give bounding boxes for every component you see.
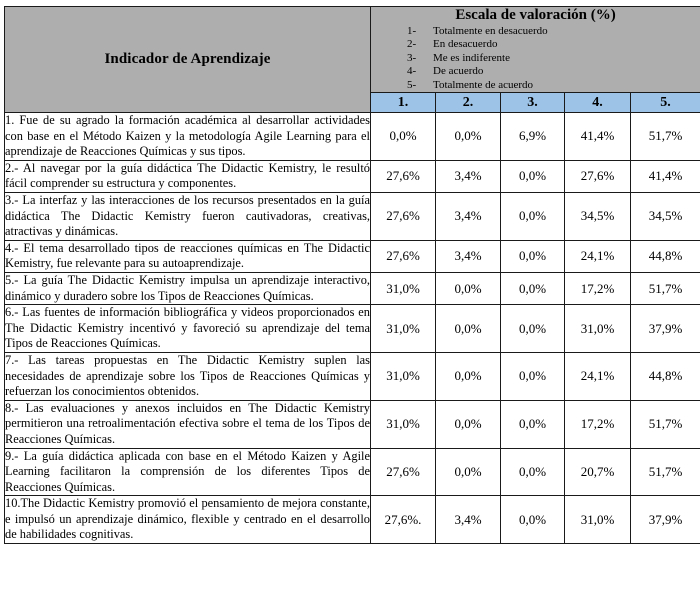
value-cell-4: 41,4%	[565, 113, 631, 161]
scale-legend-number: 3-	[407, 51, 417, 64]
scale-legend-label: Totalmente en desacuerdo	[433, 25, 548, 37]
value-cell-4: 27,6%	[565, 160, 631, 192]
value-cell-2: 0,0%	[436, 305, 501, 353]
indicator-text: 5.- La guía The Didactic Kemistry impulsa un aprendizaje interactivo, dinámico y duradero sobre los Tipos de Reacciones Químicas.	[5, 272, 371, 304]
value-cell-3: 0,0%	[501, 352, 565, 400]
scale-legend-number: 2-	[407, 38, 417, 51]
value-cell-1: 27,6%	[371, 193, 436, 241]
indicator-text: 10.The Didactic Kemistry promovió el pensamiento de mejora constante, e impulsó un aprendizaje dinámico, flexible y centrado en el desarrollo de habilidades cognitivas.	[5, 496, 371, 544]
value-cell-3: 6,9%	[501, 113, 565, 161]
value-cell-5: 51,7%	[631, 272, 700, 304]
value-cell-1: 31,0%	[371, 352, 436, 400]
value-cell-2: 3,4%	[436, 240, 501, 272]
value-cell-5: 34,5%	[631, 193, 700, 241]
survey-results-table	[4, 6, 700, 544]
scale-legend-label: Me es indiferente	[433, 51, 510, 64]
value-cell-3: 0,0%	[501, 496, 565, 544]
value-cell-1: 27,6%	[371, 240, 436, 272]
indicator-text: 9.- La guía didáctica aplicada con base en el Método Kaizen y Agile Learning facilitaron la comprensión de los diferentes Tipos de Reacciones Químicas.	[5, 448, 371, 496]
value-cell-4: 31,0%	[565, 496, 631, 544]
table-row	[5, 352, 700, 400]
column-header-2: 2.	[436, 93, 501, 113]
value-cell-5: 51,7%	[631, 400, 700, 448]
value-cell-2: 3,4%	[436, 193, 501, 241]
indicator-text: 6.- Las fuentes de información bibliográfica y videos proporcionados en The Didactic Kemistry incentivó y favoreció su aprendizaje del tema Tipos de Reacciones Químicas.	[5, 305, 371, 353]
indicator-text: 4.- El tema desarrollado tipos de reacciones químicas en The Didactic Kemistry, fue relevante para su autoaprendizaje.	[5, 240, 371, 272]
value-cell-5: 37,9%	[631, 496, 700, 544]
column-header-5: 5.	[631, 93, 700, 113]
scale-legend-item	[371, 79, 700, 92]
table-row	[5, 113, 700, 161]
header-scale-cell	[371, 7, 700, 93]
scale-legend-label: Totalmente de acuerdo	[433, 78, 534, 91]
indicator-text: 7.- Las tareas propuestas en The Didactic Kemistry suplen las necesidades de aprendizaje sobre los Tipos de Reacciones Químicas y refuerzan los conocimientos obtenidos.	[5, 352, 371, 400]
value-cell-2: 0,0%	[436, 400, 501, 448]
value-cell-3: 0,0%	[501, 193, 565, 241]
value-cell-5: 41,4%	[631, 160, 700, 192]
value-cell-3: 0,0%	[501, 160, 565, 192]
value-cell-4: 24,1%	[565, 352, 631, 400]
value-cell-4: 24,1%	[565, 240, 631, 272]
scale-legend-label: De acuerdo	[433, 65, 484, 78]
value-cell-3: 0,0%	[501, 305, 565, 353]
header-row-main	[5, 7, 700, 93]
value-cell-1: 31,0%	[371, 305, 436, 353]
table-row	[5, 496, 700, 544]
value-cell-3: 0,0%	[501, 448, 565, 496]
value-cell-1: 31,0%	[371, 400, 436, 448]
value-cell-1: 0,0%	[371, 113, 436, 161]
scale-legend-item	[371, 38, 700, 51]
column-header-4: 4.	[565, 93, 631, 113]
value-cell-1: 27,6%	[371, 448, 436, 496]
value-cell-4: 20,7%	[565, 448, 631, 496]
scale-title: Escala de valoración (%)	[455, 7, 616, 23]
table-row	[5, 305, 700, 353]
value-cell-5: 44,8%	[631, 352, 700, 400]
indicator-text: 8.- Las evaluaciones y anexos incluidos en The Didactic Kemistry permitieron una retroalimentación efectiva sobre el tema de los Tipos de Reacciones Químicas.	[5, 400, 371, 448]
value-cell-3: 0,0%	[501, 400, 565, 448]
scale-legend-number: 4-	[407, 65, 417, 78]
value-cell-4: 17,2%	[565, 272, 631, 304]
scale-legend-label: En desacuerdo	[433, 38, 498, 51]
value-cell-2: 0,0%	[436, 352, 501, 400]
value-cell-1: 27,6%	[371, 160, 436, 192]
scale-legend-item	[371, 65, 700, 78]
table-row	[5, 240, 700, 272]
table-row	[5, 272, 700, 304]
value-cell-5: 37,9%	[631, 305, 700, 353]
value-cell-5: 51,7%	[631, 113, 700, 161]
table-row	[5, 400, 700, 448]
value-cell-1: 27,6%.	[371, 496, 436, 544]
value-cell-3: 0,0%	[501, 272, 565, 304]
table-body	[5, 113, 700, 544]
value-cell-2: 0,0%	[436, 113, 501, 161]
scale-legend-list	[371, 25, 700, 92]
value-cell-2: 0,0%	[436, 448, 501, 496]
header-indicator-cell: Indicador de Aprendizaje	[5, 7, 371, 113]
table-header	[5, 7, 700, 113]
value-cell-5: 44,8%	[631, 240, 700, 272]
value-cell-5: 51,7%	[631, 448, 700, 496]
value-cell-4: 17,2%	[565, 400, 631, 448]
value-cell-3: 0,0%	[501, 240, 565, 272]
value-cell-4: 31,0%	[565, 305, 631, 353]
value-cell-2: 3,4%	[436, 496, 501, 544]
scale-legend-item	[371, 25, 700, 38]
indicator-text: 2.- Al navegar por la guía didáctica The Didactic Kemistry, le resultó fácil comprender su estructura y componentes.	[5, 160, 371, 192]
table-row	[5, 448, 700, 496]
scale-legend-item	[371, 52, 700, 65]
table-row	[5, 160, 700, 192]
table-row	[5, 193, 700, 241]
column-header-3: 3.	[501, 93, 565, 113]
value-cell-2: 3,4%	[436, 160, 501, 192]
indicator-text: 1. Fue de su agrado la formación académica al desarrollar actividades con base en el Método Kaizen y la metodología Agile Learning para el aprendizaje de Reacciones Químicas y sus tipos.	[5, 113, 371, 161]
scale-legend-number: 1-	[407, 25, 417, 37]
column-header-1: 1.	[371, 93, 436, 113]
scale-legend-number: 5-	[407, 78, 417, 91]
indicator-text: 3.- La interfaz y las interacciones de los recursos presentados en la guía didáctica The Didactic Kemistry fueron cautivadoras, creativas, atractivas y dinámicas.	[5, 193, 371, 241]
value-cell-2: 0,0%	[436, 272, 501, 304]
value-cell-4: 34,5%	[565, 193, 631, 241]
value-cell-1: 31,0%	[371, 272, 436, 304]
